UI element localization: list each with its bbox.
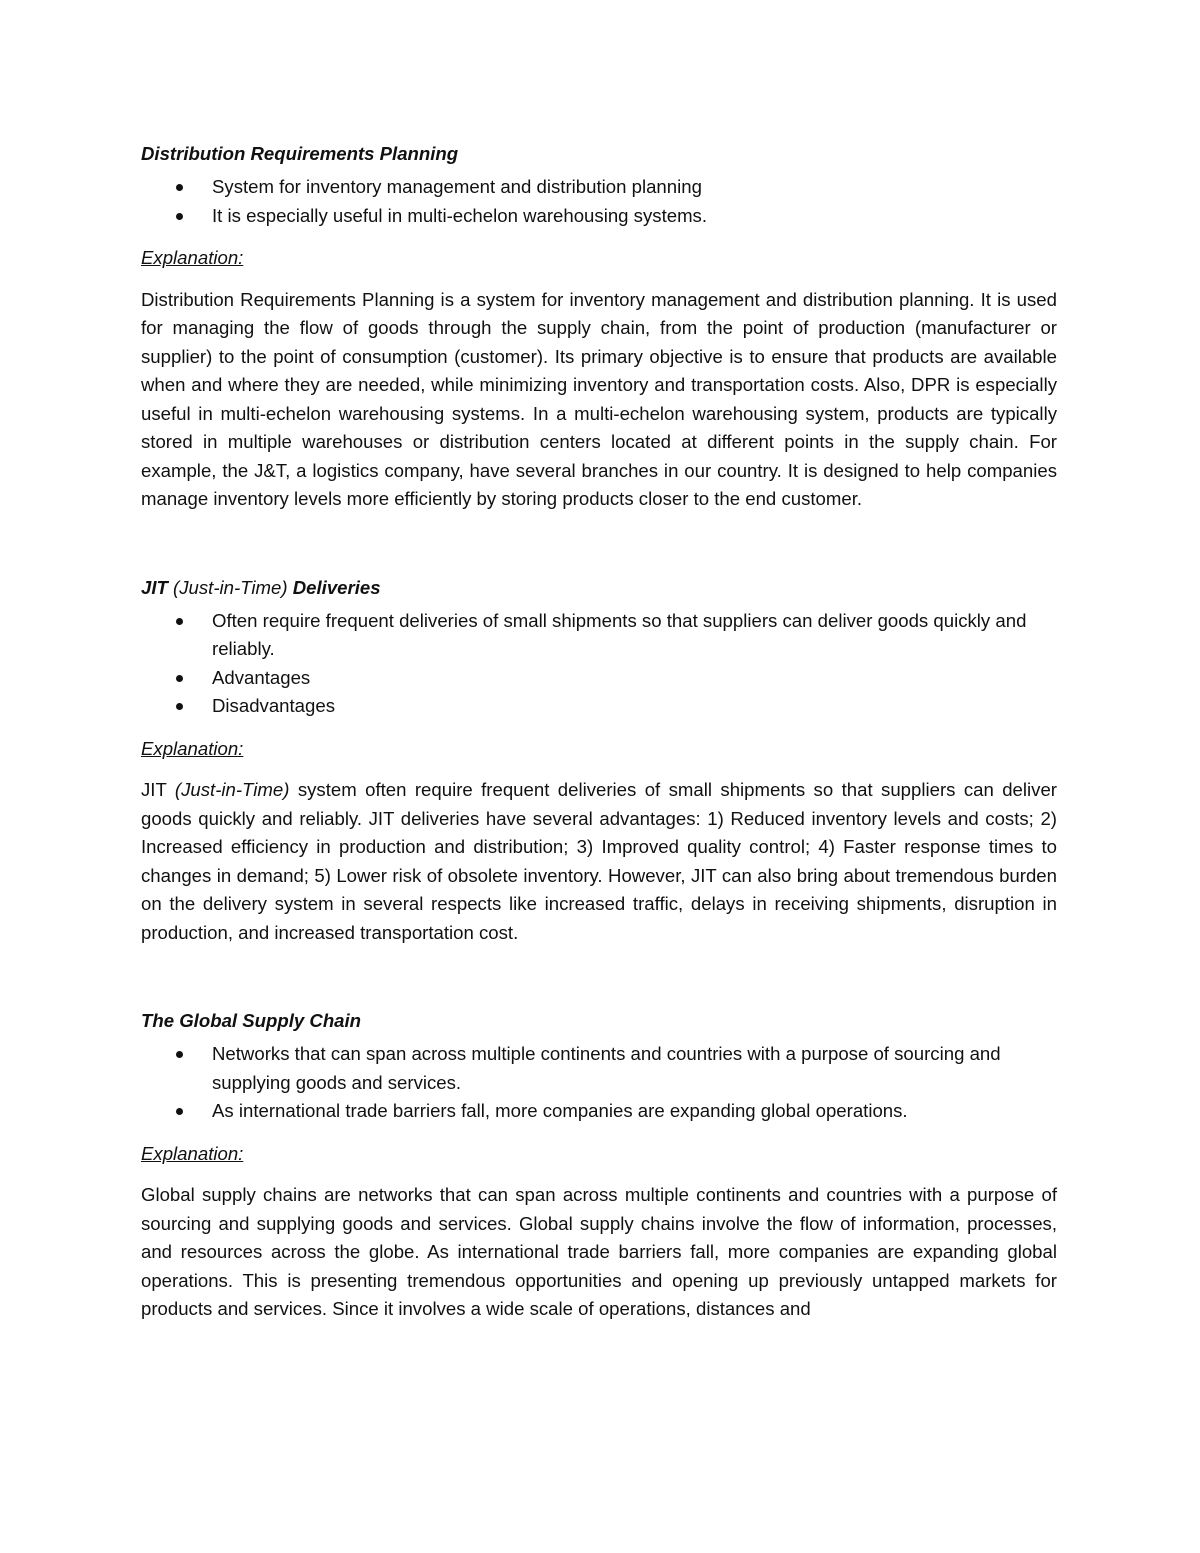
explanation-label: Explanation:: [141, 247, 244, 268]
bullet-list: [141, 173, 1057, 230]
section-global-supply-chain: [141, 1007, 1057, 1324]
bullet-list: [141, 1040, 1057, 1126]
bullet-icon: [176, 675, 183, 682]
bullet-text: It is especially useful in multi-echelon warehousing systems.: [212, 204, 708, 226]
explanation-label: Explanation:: [141, 737, 244, 759]
explanation-paragraph: Global supply chains are networks that can span across multiple continents and countries with a purpose of sourcing and supplying goods and services. Global supply chains involve the flow of information, processes, and resources across the globe. As international trade barriers fall, more companies are expanding global operations. This is presenting tremendous opportunities and opening up previously untapped markets for products and services. Since it involves a wide scale of operations, distances and: [141, 1184, 1057, 1319]
bullet-text: As international trade barriers fall, more companies are expanding global operations.: [212, 1100, 908, 1121]
bullet-text: Disadvantages: [212, 695, 336, 716]
bullet-item: [141, 664, 1057, 693]
section-heading: Distribution Requirements Planning: [141, 143, 459, 164]
explanation-label: Explanation:: [141, 1142, 244, 1164]
paragraph-italic: (Just-in-Time): [174, 779, 290, 800]
bullet-item: [141, 1040, 1057, 1097]
bullet-icon: [176, 1051, 183, 1058]
paragraph-rest: system often require frequent deliveries of small shipments so that suppliers can deliver goods quickly and reliably. JIT deliveries have several advantages: 1) Reduced inventory levels and costs; 2) Increased efficiency in production and distribution; 3) Improved quality control; 4) Faster response times to changes in demand; 5) Lower risk of obsolete inventory. However, JIT can also bring about tremendous burden on the delivery system in several respects like increased traffic, delays in receiving shipments, disruption in production, and increased transportation cost.: [141, 779, 1057, 943]
bullet-text: System for inventory management and distribution planning: [212, 176, 702, 197]
explanation-paragraph: Distribution Requirements Planning is a system for inventory management and distribution planning. It is used for managing the flow of goods through the supply chain, from the point of production (manufacturer or supplier) to the point of consumption (customer). Its primary objective is to ensure that products are available when and where they are needed, while minimizing inventory and transportation costs. Also, DPR is especially useful in multi-echelon warehousing systems. In a multi-echelon warehousing system, products are typically stored in multiple warehouses or distribution centers located at different points in the supply chain. For example, the J&T, a logistics company, have several branches in our country. It is designed to help companies manage inventory levels more efficiently by storing products closer to the end customer.: [141, 288, 1057, 509]
section-heading: [141, 574, 1057, 607]
bullet-icon: [176, 618, 183, 625]
bullet-icon: [176, 1108, 183, 1115]
heading-prefix: JIT: [141, 576, 168, 598]
explanation-paragraph: [141, 776, 1057, 947]
bullet-item: [141, 692, 1057, 721]
paragraph-prefix: JIT: [141, 779, 167, 800]
bullet-icon: [176, 184, 183, 191]
bullet-icon: [176, 213, 183, 220]
bullet-text: Often require frequent deliveries of small shipments so that suppliers can deliver goods quickly and reliably.: [212, 609, 1027, 659]
heading-suffix: Deliveries: [292, 576, 381, 598]
bullet-item: [141, 607, 1057, 664]
heading-italic: (Just-in-Time): [173, 576, 288, 598]
bullet-icon: [176, 703, 183, 710]
bullet-item: [141, 173, 1057, 202]
section-drp: [141, 140, 1057, 514]
bullet-item: [141, 202, 1057, 231]
document-page: [141, 140, 1057, 1324]
bullet-text: Networks that can span across multiple continents and countries with a purpose of sourcing and supplying goods and services.: [212, 1043, 1001, 1093]
section-jit: [141, 574, 1057, 948]
section-heading: The Global Supply Chain: [141, 1010, 362, 1031]
bullet-item: [141, 1097, 1057, 1126]
bullet-list: [141, 607, 1057, 721]
bullet-text: Advantages: [212, 666, 311, 688]
